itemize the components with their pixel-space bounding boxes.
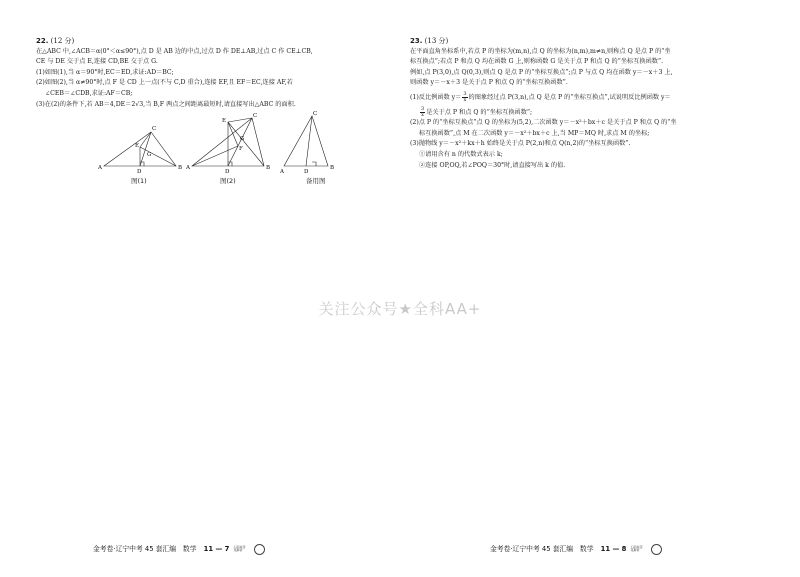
backup-figure-caption: 备用图 xyxy=(306,177,326,185)
q23-intro-line-4: 则函数 y＝－x＋3 是关于点 P 和点 Q 的“坐标互换函数”. xyxy=(410,79,568,87)
fig1-label-g: G xyxy=(147,152,152,158)
q22-part-2-line-1: (2)如图(2),当 α≠90°时,点 F 是 CD 上一点(不与 C,D 重合),连接 EF,且 EF＝EC,连接 AF,若 xyxy=(36,79,293,87)
figure-1-diagram xyxy=(96,110,186,182)
footer-right xyxy=(490,543,662,555)
figure-2-caption: 图(2) xyxy=(220,177,236,185)
q23-intro-line-1: 在平面直角坐标系中,若点 P 的坐标为(m,n),点 Q 的坐标为(n,m),m≠n,则称点 Q 是点 P 的“坐 xyxy=(410,47,671,55)
fig2-label-b: B xyxy=(266,165,271,171)
q23-part-1-line-1: (1)反比例函数 y＝ $\frac{3}{x}$ 的图象经过点 P(3,n),点 Q 是点 P 的“坐标互换点”,试说明反比例函数 y＝ xyxy=(410,90,671,103)
q23-part-3: (3)抛物线 y＝－x²＋kx＋h 始终是关于点 P(2,n)和点 Q(n,2)的“坐标互换函数”. xyxy=(410,140,631,148)
fig2-label-d: D xyxy=(225,169,230,175)
q23-part-3-sub-1: ①请用含有 n 的代数式表示 k; xyxy=(419,150,503,158)
fig2-label-c: C xyxy=(253,113,258,119)
question-score: (12 分) xyxy=(50,37,75,45)
fig1-label-a: A xyxy=(98,165,102,171)
q23-part-2-line-2: 标互换函数”,点 M 在二次函数 y＝－x²＋bx＋c 上,当 MP＝MQ 时,求点 M 的坐标; xyxy=(419,129,650,137)
fig1-label-b: B xyxy=(178,165,183,171)
footer-left xyxy=(93,543,265,555)
fig3-label-a: A xyxy=(280,169,284,175)
q22-part-3: (3)在(2)的条件下,若 AB＝4,DE＝2√3,当 B,F 两点之间距离最短时,请直接写出△ABC 的面积. xyxy=(36,100,296,108)
footer-text: 金考卷·辽宁中考 45 套汇编 数学 xyxy=(490,545,594,553)
q22-stem-line-1: 在△ABC 中,∠ACB＝α(0°＜α≤90°),点 D 是 AB 边的中点,过点 D 作 DE⊥AB,过点 C 作 CE⊥CB, xyxy=(36,47,313,55)
fig1-label-d: D xyxy=(137,169,142,175)
logo-stamp-icon xyxy=(651,544,662,555)
question-number: 22. xyxy=(36,37,49,45)
fraction-3-over-x: $\frac{3}{x}$ xyxy=(463,90,467,103)
backup-figure-diagram xyxy=(280,110,350,182)
q22-stem-line-2: CE 与 DE 交于点 E,连接 CD,BE 交于点 G. xyxy=(36,58,158,66)
question-score: (13 分) xyxy=(424,37,449,45)
figure-2-diagram xyxy=(186,110,276,182)
q23-intro-line-3: 例如,点 P(3,0),点 Q(0,3),则点 Q 是点 P 的“坐标互换点”;点 P 与点 Q 均在函数 y＝－x＋3 上, xyxy=(410,68,673,76)
q22-figures xyxy=(96,110,356,190)
fig3-label-b: B xyxy=(330,165,335,171)
footer-text: 金考卷·辽宁中考 45 套汇编 数学 xyxy=(93,545,197,553)
fig2-label-a: A xyxy=(186,165,190,171)
fig2-label-g: G xyxy=(240,136,245,142)
fig3-label-c: C xyxy=(313,111,318,117)
q23-part-1-line-2: $\frac{3}{x}$ 是关于点 P 和点 Q 的“坐标互换函数”; xyxy=(421,105,533,118)
qr-note: 扫码看答案解析 xyxy=(630,544,643,552)
fraction-3-over-x: $\frac{3}{x}$ xyxy=(421,105,425,118)
q23-intro-line-2: 标互换点”;若点 P 和点 Q 均在函数 G 上,则称函数 G 是关于点 P 和点 Q 的“坐标互换函数”. xyxy=(410,58,664,66)
q23-part-2-line-1: (2)点 P 的“坐标互换点”点 Q 的坐标为(5,2),二次函数 y＝－x²＋bx＋c 是关于点 P 和点 Q 的“坐 xyxy=(410,119,677,127)
figure-1-caption: 图(1) xyxy=(131,177,147,185)
question-23 xyxy=(410,36,770,171)
page-number: 11 — 7 xyxy=(203,545,230,553)
fig3-label-d: D xyxy=(304,169,309,175)
q23-part-3-sub-2: ②连接 OP,OQ,若∠POQ＝30°时,请直接写出 k 的值. xyxy=(419,161,566,169)
fig1-label-e: E xyxy=(135,143,140,149)
logo-stamp-icon xyxy=(254,544,265,555)
qr-note: 扫码看答案解析 xyxy=(233,544,246,552)
watermark: 关注公众号★全科AA+ xyxy=(318,300,482,318)
q22-part-1: (1)如图(1),当 α＝90°时,EC＝ED,求证:AD＝BC; xyxy=(36,68,174,76)
q22-part-2-line-2: ∠CEB＝∠CDB,求证:AF＝CB; xyxy=(45,89,133,97)
question-22 xyxy=(36,36,388,110)
fig2-label-e: E xyxy=(222,118,227,124)
fig2-label-f: F xyxy=(239,146,243,152)
fig1-label-c: C xyxy=(152,126,157,132)
page-number: 11 — 8 xyxy=(600,545,627,553)
question-number: 23. xyxy=(410,37,423,45)
